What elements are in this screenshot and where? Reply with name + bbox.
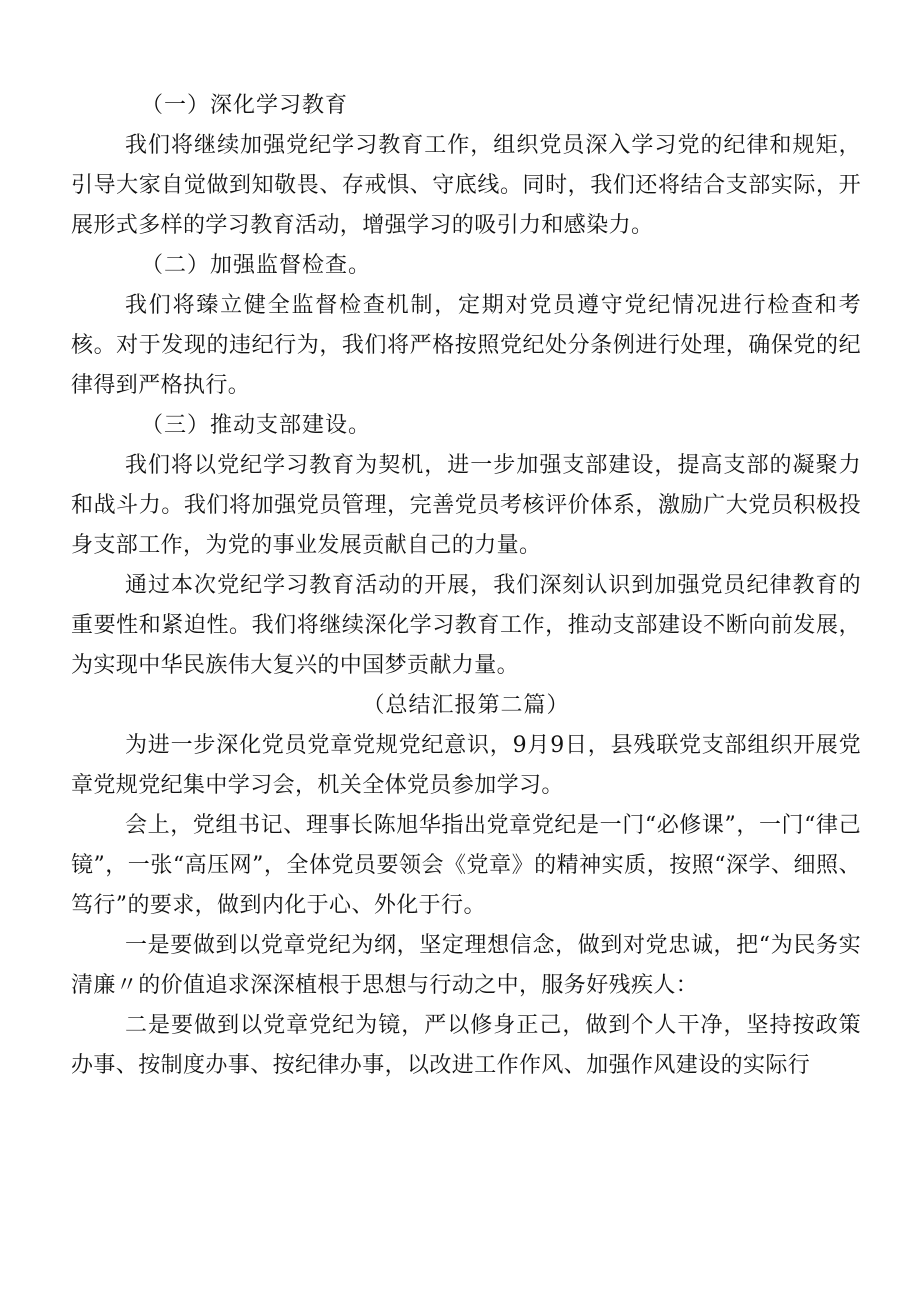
paragraph: 我们将以党纪学习教育为契机，进一步加强支部建设，提高支部的凝聚力和战斗力。我们将加强党员管理，完善党员考核评价体系，激励广大党员积极投身支部工作，为党的事业发展贡献自己的力量。 xyxy=(71,453,861,558)
document-body xyxy=(71,86,861,1086)
subheading-branch-building: （三）推动支部建设。 xyxy=(141,413,372,438)
section-title: （总结汇报第二篇） xyxy=(362,693,570,718)
subheading-supervision: （二）加强监督检查。 xyxy=(141,253,372,278)
paragraph: 一是要做到以党章党纪为纲，坚定理想信念，做到对党忠诚，把“为民务实清廉〃的价值追求深深植根于思想与行动之中，服务好残疾人： xyxy=(71,933,861,998)
paragraph: 为进一步深化党员党章党规党纪意识，9月9日，县残联党支部组织开展党章党规党纪集中学习会，机关全体党员参加学习。 xyxy=(71,733,861,798)
paragraph: 通过本次党纪学习教育活动的开展，我们深刻认识到加强党员纪律教育的重要性和紧迫性。我们将继续深化学习教育工作，推动支部建设不断向前发展，为实现中华民族伟大复兴的中国梦贡献力量。 xyxy=(71,573,861,678)
paragraph: 我们将继续加强党纪学习教育工作，组织党员深入学习党的纪律和规矩，引导大家自觉做到知敬畏、存戒惧、守底线。同时，我们还将结合支部实际，开展形式多样的学习教育活动，增强学习的吸引力和感染力。 xyxy=(71,133,861,238)
subheading-deepen-study: （一）深化学习教育 xyxy=(141,93,349,118)
paragraph: 会上，党组书记、理事长陈旭华指出党章党纪是一门“必修课”，一门“律己镜”，一张“高压网”，全体党员要领会《党章》的精神实质，按照“深学、细照、笃行”的要求，做到内化于心、外化于行。 xyxy=(71,813,861,918)
paragraph: 我们将臻立健全监督检查机制，定期对党员遵守党纪情况进行检查和考核。对于发现的违纪行为，我们将严格按照党纪处分条例进行处理，确保党的纪律得到严格执行。 xyxy=(71,293,861,398)
paragraph: 二是要做到以党章党纪为镜，严以修身正己，做到个人干净，坚持按政策办事、按制度办事、按纪律办事，以改进工作作风、加强作风建设的实际行 xyxy=(71,1013,861,1078)
